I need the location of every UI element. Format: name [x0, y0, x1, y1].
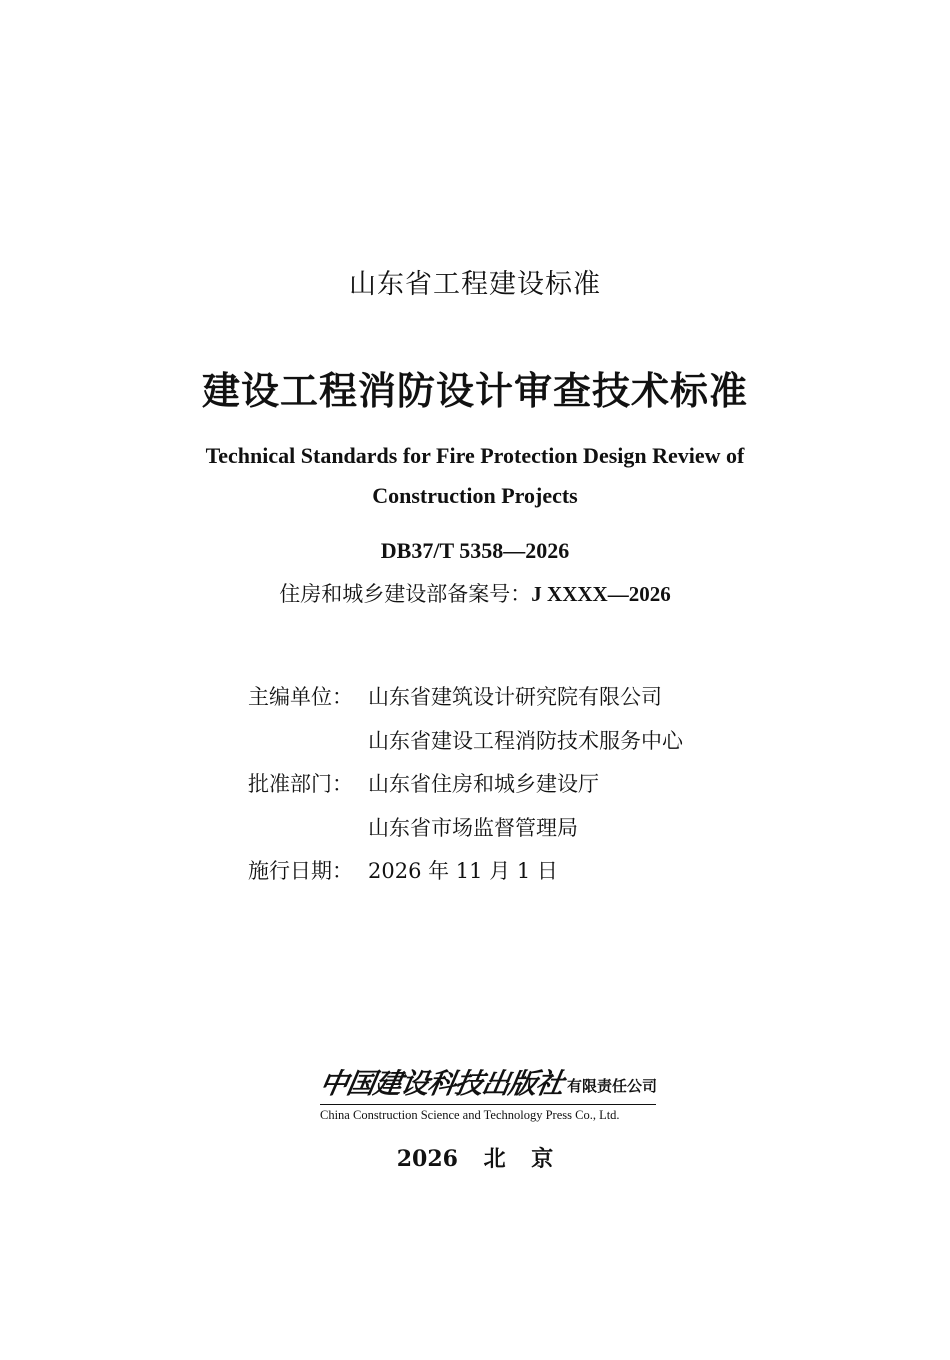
publisher-suffix: 有限责任公司: [567, 1077, 658, 1095]
publisher-divider: [320, 1104, 656, 1105]
effective-date: 2026 年 11 月 1 日: [368, 859, 558, 883]
title-english-line-2: Construction Projects: [372, 483, 578, 508]
publisher-logo: 中国建设科技出版社: [317, 1067, 567, 1100]
series-title: 山东省工程建设标准: [349, 269, 601, 300]
editor-list: [368, 676, 683, 763]
filing-number: [0, 578, 950, 608]
approver-row: [248, 763, 683, 850]
filing-code: J XXXX—2026: [531, 582, 671, 606]
editor-row: [248, 676, 683, 763]
editor-item: 山东省建设工程消防技术服务中心: [368, 728, 683, 753]
effective-label: 施行日期：: [248, 859, 353, 883]
document-title-english: [0, 436, 950, 516]
publisher-name-row: [317, 1066, 658, 1102]
publisher-english-name: China Construction Science and Technology Press Co., Ltd.: [320, 1108, 620, 1122]
publisher-logo-block: [317, 1066, 658, 1123]
document-title-chinese: 建设工程消防设计审查技术标准: [201, 368, 748, 413]
filing-label: 住房和城乡建设部备案号：: [279, 582, 532, 606]
approver-label: 批准部门：: [248, 772, 353, 796]
standard-code: DB37/T 5358—2026: [380, 538, 570, 563]
editor-item: 山东省建筑设计研究院有限公司: [368, 685, 662, 709]
editor-label: 主编单位：: [248, 685, 353, 709]
imprint: 2026 北 京: [396, 1146, 554, 1172]
title-english-line-1: Technical Standards for Fire Protection Design Review of: [205, 443, 745, 468]
effective-date-row: [248, 850, 683, 894]
publication-details: [248, 676, 683, 894]
approver-list: [368, 763, 599, 850]
approver-item: 山东省市场监督管理局: [368, 815, 578, 840]
approver-item: 山东省住房和城乡建设厅: [368, 772, 599, 796]
